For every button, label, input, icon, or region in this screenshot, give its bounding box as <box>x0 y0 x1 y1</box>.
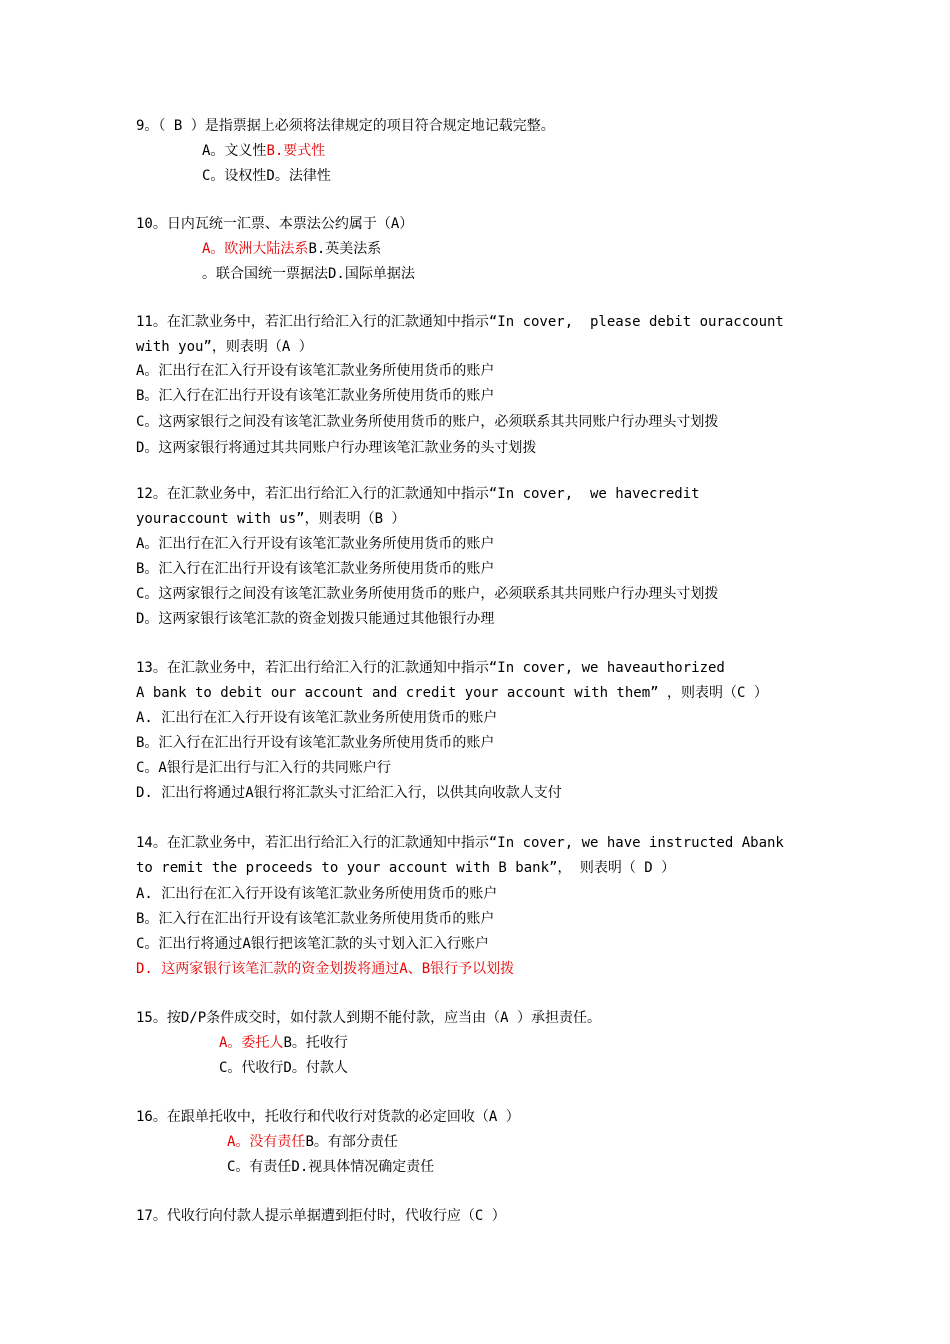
q16-options-ab <box>227 1132 398 1152</box>
q9-option-a: A。文义性 <box>202 143 267 159</box>
q13-option-a: A. 汇出行在汇入行开设有该笔汇款业务所使用货币的账户 <box>136 710 498 726</box>
q10-options-cd: 。联合国统一票据法D.国际单据法 <box>202 266 415 282</box>
q15-option-a-answer: A。委托人 <box>219 1035 284 1051</box>
q11-stem-line2: with you”，则表明（A ） <box>136 339 313 355</box>
q15-options-cd: C。代收行D。付款人 <box>219 1060 348 1076</box>
q14-option-d-answer: D. 这两家银行该笔汇款的资金划拨将通过A、B银行予以划拨 <box>136 961 515 977</box>
q9-stem: 9。（ B ）是指票据上必须将法律规定的项目符合规定地记载完整。 <box>136 118 555 134</box>
q12-stem-line2: youraccount with us”，则表明（B ） <box>136 511 406 527</box>
q13-option-d: D. 汇出行将通过A银行将汇款头寸汇给汇入行，以供其向收款人支付 <box>136 785 562 801</box>
q11-stem-line1: 11。在汇款业务中，若汇出行给汇入行的汇款通知中指示“In cover, please debit ouraccount <box>136 314 784 330</box>
q9-option-b-answer: B.要式性 <box>266 143 326 159</box>
q10-option-a-answer: A。欧洲大陆法系 <box>202 241 309 257</box>
q15-options-ab <box>219 1033 348 1053</box>
q10-stem: 10。日内瓦统一汇票、本票法公约属于（A） <box>136 216 414 232</box>
q13-option-b: B。汇入行在汇出行开设有该笔汇款业务所使用货币的账户 <box>136 735 495 751</box>
q11-option-c: C。这两家银行之间没有该笔汇款业务所使用货币的账户，必须联系其共同账户行办理头寸划拨 <box>136 414 719 430</box>
q12-option-a: A。汇出行在汇入行开设有该笔汇款业务所使用货币的账户 <box>136 536 495 552</box>
q16-options-cd: C。有责任D.视具体情况确定责任 <box>227 1159 435 1175</box>
q10-options-ab <box>202 239 381 259</box>
q16-stem: 16。在跟单托收中，托收行和代收行对货款的必定回收（A ） <box>136 1109 520 1125</box>
q17-stem: 17。代收行向付款人提示单据遭到拒付时，代收行应（C ） <box>136 1208 506 1224</box>
q12-option-d: D。这两家银行该笔汇款的资金划拨只能通过其他银行办理 <box>136 611 495 627</box>
q12-option-c: C。这两家银行之间没有该笔汇款业务所使用货币的账户，必须联系其共同账户行办理头寸划拨 <box>136 586 719 602</box>
q11-option-d: D。这两家银行将通过其共同账户行办理该笔汇款业务的头寸划拨 <box>136 440 537 456</box>
q14-stem-line2: to remit the proceeds to your account with B bank”， 则表明（ D ） <box>136 860 676 876</box>
q13-stem-line1: 13。在汇款业务中，若汇出行给汇入行的汇款通知中指示“In cover, we haveauthorized <box>136 660 725 676</box>
q14-option-b: B。汇入行在汇出行开设有该笔汇款业务所使用货币的账户 <box>136 911 495 927</box>
q13-option-c: C。A银行是汇出行与汇入行的共同账户行 <box>136 760 391 776</box>
q12-stem-line1: 12。在汇款业务中，若汇出行给汇入行的汇款通知中指示“In cover, we havecredit <box>136 486 700 502</box>
q14-stem-line1: 14。在汇款业务中，若汇出行给汇入行的汇款通知中指示“In cover, we have instructed Abank <box>136 835 784 851</box>
q10-option-b: B.英美法系 <box>308 241 382 257</box>
q11-option-b: B。汇入行在汇出行开设有该笔汇款业务所使用货币的账户 <box>136 388 495 404</box>
q11-option-a: A。汇出行在汇入行开设有该笔汇款业务所使用货币的账户 <box>136 363 495 379</box>
q14-option-a: A. 汇出行在汇入行开设有该笔汇款业务所使用货币的账户 <box>136 886 498 902</box>
q16-option-a-answer: A。没有责任 <box>227 1134 306 1150</box>
q9-options-cd: C。设权性D。法律性 <box>202 168 331 184</box>
q16-option-b: B。有部分责任 <box>305 1134 398 1150</box>
q13-stem-line2: A bank to debit our account and credit your account with them” ，则表明（C ） <box>136 685 768 701</box>
q9-options-ab <box>202 141 325 161</box>
q12-option-b: B。汇入行在汇出行开设有该笔汇款业务所使用货币的账户 <box>136 561 495 577</box>
q15-option-b: B。托收行 <box>283 1035 348 1051</box>
q14-option-c: C。汇出行将通过A银行把该笔汇款的头寸划入汇入行账户 <box>136 936 489 952</box>
q15-stem: 15。按D/P条件成交时，如付款人到期不能付款，应当由（A ）承担责任。 <box>136 1010 601 1026</box>
